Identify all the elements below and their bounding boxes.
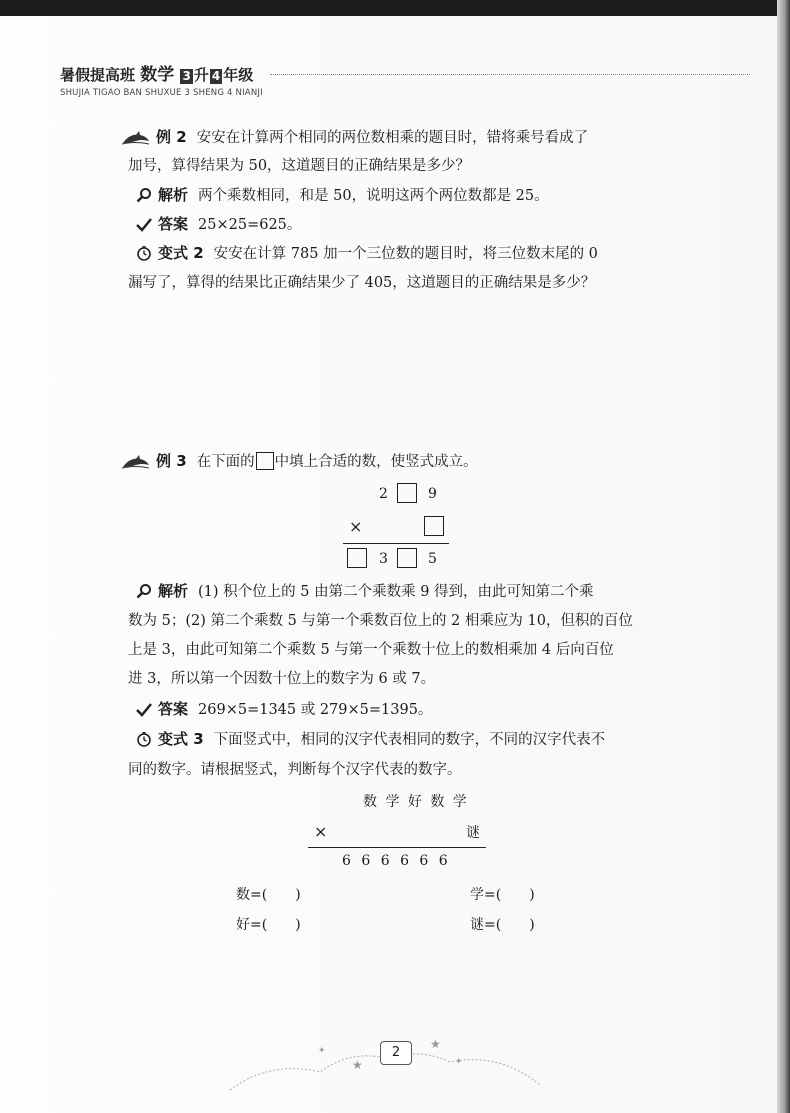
scan-top-border xyxy=(0,0,790,16)
stopwatch-icon xyxy=(136,731,152,751)
answer-blank-mi: 谜=( ) xyxy=(470,917,535,933)
page-number: 2 xyxy=(380,1041,412,1065)
grade-suffix: 年级 xyxy=(223,66,254,84)
puzzle-times-sign: × xyxy=(314,822,328,841)
grade-to-badge: 4 xyxy=(211,69,221,83)
header-divider xyxy=(270,74,750,75)
example3-text-after: 中填上合适的数，使竖式成立。 xyxy=(274,454,478,470)
variant3-label: 变式 3 xyxy=(158,730,204,748)
example2-line1 xyxy=(122,126,588,149)
puzzle-rule xyxy=(308,847,486,848)
example3-analysis-4: 进 3，所以第一个因数十位上的数字为 6 或 7。 xyxy=(128,671,436,687)
example3-line1 xyxy=(122,450,478,473)
running-header xyxy=(60,60,263,98)
puzzle-top-row: 数 学 好 数 学 xyxy=(363,794,469,810)
header-title-prefix: 暑假提高班 xyxy=(60,66,136,84)
variant2-text-1: 安安在计算 785 加一个三位数的题目时，将三位数末尾的 0 xyxy=(213,246,598,262)
example3-text-before: 在下面的 xyxy=(196,454,255,470)
calc-times-sign: × xyxy=(349,517,363,536)
variant2-line1 xyxy=(136,242,598,265)
variant2-line2: 漏写了，算得的结果比正确结果少了 405，这道题目的正确结果是多少？ xyxy=(128,275,596,291)
variant3-line1 xyxy=(136,728,605,751)
variant3-text-1: 下面竖式中，相同的汉字代表相同的数字，不同的汉字代表不 xyxy=(213,732,606,748)
example3-answer-text: 269×5=1345 或 279×5=1395。 xyxy=(198,702,433,718)
example3-analysis-2: 数为 5；(2) 第二个乘数 5 与第一个乘数百位上的 2 相乘应为 10，但积的百位 xyxy=(128,613,633,629)
star-icon: ✦ xyxy=(318,1046,326,1056)
answer-label: 答案 xyxy=(158,700,189,718)
example2-analysis-text: 两个乘数相同，和是 50，说明这两个两位数都是 25。 xyxy=(198,188,549,204)
example2-answer-text: 25×25=625。 xyxy=(198,217,302,233)
example2-text-1: 安安在计算两个相同的两位数相乘的题目时，错将乘号看成了 xyxy=(196,130,589,146)
calc-blank-box xyxy=(397,483,417,503)
calc-row1-digit-b: 9 xyxy=(428,486,437,502)
puzzle-result-row: 6 6 6 6 6 6 xyxy=(342,853,451,869)
calc-row3-digit-b: 5 xyxy=(428,551,437,567)
header-title xyxy=(60,60,263,85)
calc-blank-box xyxy=(424,516,444,536)
example3-analysis-1 xyxy=(136,580,594,603)
star-icon: ✦ xyxy=(455,1057,463,1067)
magnifier-icon xyxy=(136,187,152,207)
star-icon: ★ xyxy=(352,1058,363,1072)
calc-rule xyxy=(343,543,449,544)
answer-blank-shu: 数=( ) xyxy=(236,887,301,903)
calc-row1-digit-a: 2 xyxy=(379,486,388,502)
answer-label: 答案 xyxy=(158,215,189,233)
example2-label: 例 2 xyxy=(156,128,187,146)
grade-from-badge: 3 xyxy=(182,69,191,83)
calc-blank-box xyxy=(397,548,417,568)
example3-answer xyxy=(136,698,432,721)
checkmark-icon xyxy=(136,703,152,721)
example2-analysis xyxy=(136,184,549,207)
checkmark-icon xyxy=(136,218,152,236)
example2-answer xyxy=(136,213,301,236)
example3-label: 例 3 xyxy=(156,452,187,470)
example3-analysis-text-1: (1) 积个位上的 5 由第二个乘数乘 9 得到，由此可知第二个乘 xyxy=(198,584,594,600)
analysis-label: 解析 xyxy=(158,186,189,204)
blank-box xyxy=(256,452,274,470)
star-icon: ★ xyxy=(430,1037,441,1051)
answer-blank-xue: 学=( ) xyxy=(470,887,535,903)
header-pinyin: SHUJIA TIGAO BAN SHUXUE 3 SHENG 4 NIANJI xyxy=(60,88,263,98)
grade-mid: 升 xyxy=(193,66,209,84)
header-subject: 数学 xyxy=(140,65,175,85)
analysis-label: 解析 xyxy=(158,582,189,600)
calc-blank-box xyxy=(347,548,367,568)
variant3-line2: 同的数字。请根据竖式，判断每个汉字代表的数字。 xyxy=(128,762,462,778)
variant2-label: 变式 2 xyxy=(158,244,204,262)
example3-analysis-3: 上是 3，由此可知第二个乘数 5 与第一个乘数十位上的数相乘加 4 后向百位 xyxy=(128,642,614,658)
scan-right-border xyxy=(777,0,790,1113)
answer-blank-hao: 好=( ) xyxy=(236,917,301,933)
example2-line2: 加号，算得结果为 50，这道题目的正确结果是多少？ xyxy=(128,158,471,174)
dolphin-icon xyxy=(122,455,150,473)
stopwatch-icon xyxy=(136,245,152,265)
calc-row3-digit-a: 3 xyxy=(379,551,388,567)
puzzle-multiplier: 谜 xyxy=(466,825,480,841)
dolphin-icon xyxy=(122,131,150,149)
magnifier-icon xyxy=(136,583,152,603)
page-background xyxy=(0,16,777,1113)
